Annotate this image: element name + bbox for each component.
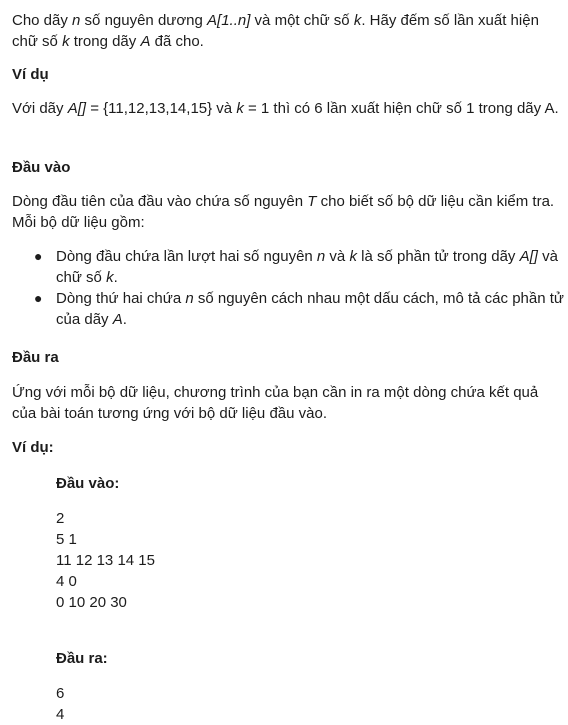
var-k: k bbox=[353, 12, 362, 29]
input-text: cho biết số bộ dữ liệu cần kiểm tra. Mỗi bộ dữ liệu gồm: bbox=[12, 193, 555, 231]
example-text: Với dãy bbox=[12, 100, 68, 117]
input-heading: Đầu vào bbox=[12, 159, 71, 176]
var-n: n bbox=[316, 248, 326, 265]
list-item bbox=[12, 288, 566, 330]
intro-paragraph bbox=[12, 10, 566, 52]
sample-output-label: Đầu ra: bbox=[56, 650, 108, 667]
input-list bbox=[12, 246, 566, 330]
sample-input-line: 2 bbox=[56, 510, 65, 527]
var-k: k bbox=[236, 100, 244, 117]
var-n: n bbox=[72, 12, 81, 29]
var-array: A[] bbox=[519, 248, 538, 265]
intro-text: số nguyên dương bbox=[80, 12, 208, 29]
example-text: = 1 thì có 6 lần xuất hiện chữ số 1 trong dãy A. bbox=[243, 100, 559, 117]
list-text: và chữ số bbox=[56, 248, 558, 286]
list-text: Dòng đầu chứa lần lượt hai số nguyên bbox=[56, 248, 317, 265]
list-text: số nguyên cách nhau một dấu cách, mô tả các phần tử của dãy bbox=[56, 290, 564, 328]
sample-heading: Ví dụ: bbox=[12, 439, 54, 456]
var-t: T bbox=[307, 193, 317, 210]
intro-text: trong dãy bbox=[69, 33, 141, 50]
var-array: A[] bbox=[67, 100, 87, 117]
var-k: k bbox=[62, 33, 70, 50]
example-heading: Ví dụ bbox=[12, 66, 49, 83]
output-paragraph: Ứng với mỗi bộ dữ liệu, chương trình của bạn cần in ra một dòng chứa kết quả của bài toán tương ứng với bộ dữ liệu đầu vào. bbox=[12, 384, 539, 422]
bullet-icon: ● bbox=[34, 290, 43, 306]
sample-input-label: Đầu vào: bbox=[56, 475, 120, 492]
var-k: k bbox=[106, 269, 114, 286]
example-paragraph bbox=[12, 98, 566, 119]
sample-output bbox=[56, 683, 155, 725]
var-a: A bbox=[112, 311, 123, 328]
intro-text: đã cho. bbox=[150, 33, 204, 50]
list-text: Dòng thứ hai chứa bbox=[56, 290, 186, 307]
input-paragraph bbox=[12, 191, 566, 233]
var-k: k bbox=[349, 248, 357, 265]
sample-input-line: 5 1 bbox=[56, 531, 77, 548]
list-text: và bbox=[325, 248, 350, 265]
output-heading: Đầu ra bbox=[12, 349, 59, 366]
list-text: . bbox=[113, 269, 118, 286]
intro-text: . Hãy đếm số lần xuất hiện chữ số bbox=[12, 12, 539, 50]
var-n: n bbox=[185, 290, 194, 307]
list-text: . bbox=[122, 311, 127, 328]
sample-input-line: 4 0 bbox=[56, 573, 77, 590]
sample-input-line: 0 10 20 30 bbox=[56, 594, 127, 611]
var-a: A bbox=[140, 33, 151, 50]
sample-output-line: 4 bbox=[56, 706, 65, 723]
intro-text: và một chữ số bbox=[250, 12, 354, 29]
sample-input bbox=[56, 508, 155, 613]
sample-output-line: 6 bbox=[56, 685, 65, 702]
example-text: = {11,12,13,14,15} và bbox=[86, 100, 237, 117]
intro-text: Cho dãy bbox=[12, 12, 73, 29]
bullet-icon: ● bbox=[34, 248, 43, 264]
list-item bbox=[12, 246, 566, 288]
input-text: Dòng đầu tiên của đầu vào chứa số nguyên bbox=[12, 193, 308, 210]
sample-block bbox=[56, 473, 155, 725]
list-text: là số phần tử trong dãy bbox=[356, 248, 520, 265]
sample-input-line: 11 12 13 14 15 bbox=[56, 552, 155, 569]
var-array: A[1..n] bbox=[207, 12, 251, 29]
